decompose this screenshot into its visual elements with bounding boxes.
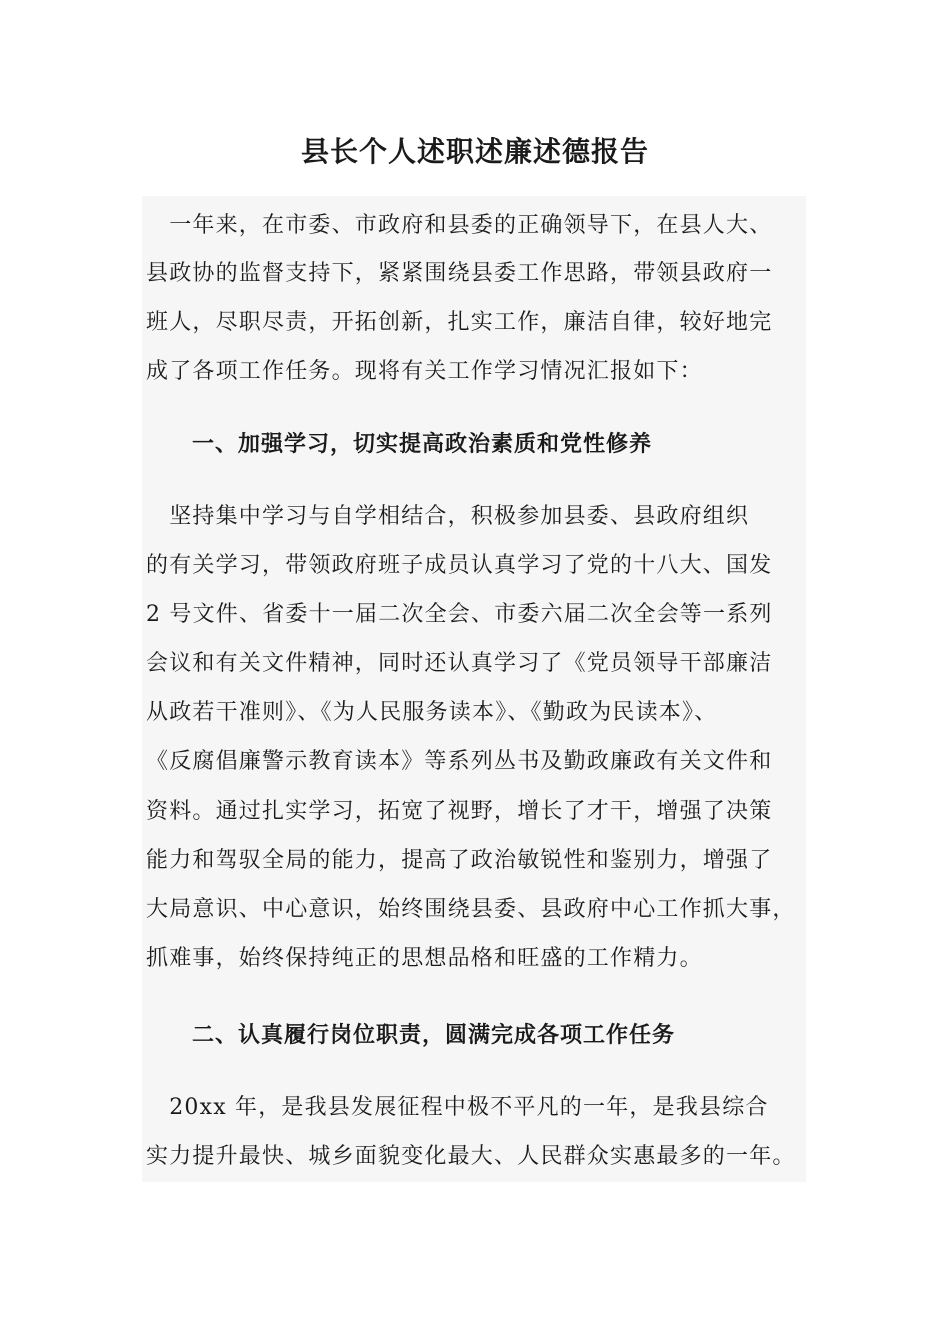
paragraph-line: 一年来，在市委、市政府和县委的正确领导下，在县人大、 (146, 213, 773, 238)
paragraph-line: 县政协的监督支持下，紧紧围绕县委工作思路，带领县政府一 (146, 261, 773, 286)
paragraph-line: 成了各项工作任务。现将有关工作学习情况汇报如下： (146, 359, 703, 384)
paragraph-line: 能力和驾驭全局的能力，提高了政治敏锐性和鉴别力，增强了 (146, 848, 773, 873)
paragraph-line: 班人，尽职尽责，开拓创新，扎实工作，廉洁自律，较好地完 (146, 310, 773, 335)
paragraph-line: 会议和有关文件精神，同时还认真学习了《党员领导干部廉洁 (146, 651, 773, 676)
paragraph-line: 的有关学习，带领政府班子成员认真学习了党的十八大、国发 (146, 553, 773, 578)
paragraph-line: 《反腐倡廉警示教育读本》等系列丛书及勤政廉政有关文件和 (146, 749, 773, 774)
paragraph-line: 从政若干准则》、《为人民服务读本》、《勤政为民读本》、 (146, 700, 718, 725)
section-heading-2: 二、认真履行岗位职责，圆满完成各项工作任务 (192, 1022, 676, 1048)
paragraph-line: 大局意识、中心意识，始终围绕县委、县政府中心工作抓大事， (146, 897, 796, 922)
section-heading-1: 一、加强学习，切实提高政治素质和党性修养 (192, 431, 653, 457)
paragraph-line: 抓难事，始终保持纯正的思想品格和旺盛的工作精力。 (146, 946, 703, 971)
document-title: 县长个人述职述廉述德报告 (300, 135, 649, 168)
paragraph-line: 2 号文件、省委十一届二次全会、市委六届二次全会等一系列 (146, 602, 773, 627)
paragraph-line: 实力提升最快、城乡面貌变化最大、人民群众实惠最多的一年。 (146, 1144, 796, 1169)
paragraph-line: 20xx 年，是我县发展征程中极不平凡的一年，是我县综合 (146, 1095, 769, 1120)
paragraph-line: 坚持集中学习与自学相结合，积极参加县委、县政府组织 (146, 504, 750, 529)
paragraph-line: 资料。通过扎实学习，拓宽了视野，增长了才干，增强了决策 (146, 799, 773, 824)
